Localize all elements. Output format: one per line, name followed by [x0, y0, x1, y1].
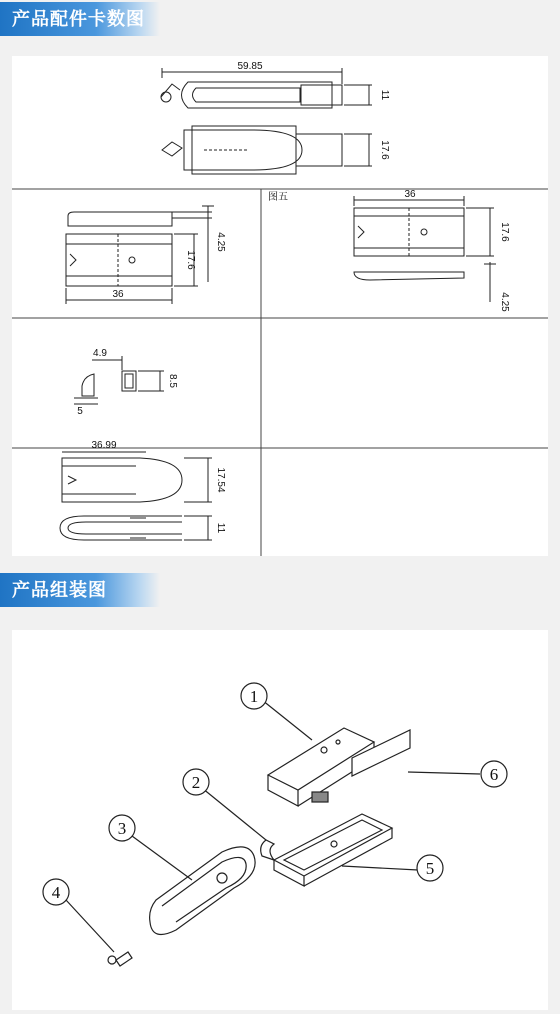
dim-left-width: 17.6 — [185, 250, 196, 270]
dim-hook-base: 5 — [77, 406, 83, 417]
callout-1: 1 — [249, 687, 259, 706]
spec-drawing-panel — [12, 56, 548, 556]
dim-swivel-length: 36.99 — [91, 440, 117, 451]
dim-left-length: 36 — [112, 289, 124, 300]
callout-5: 5 — [425, 859, 435, 878]
spec-section-header: 产品配件卡数图 — [0, 2, 160, 36]
dim-hook-height: 8.5 — [167, 374, 178, 388]
top-side-view — [161, 68, 372, 108]
spec-drawing — [12, 56, 548, 556]
assembly-drawing — [12, 630, 548, 1010]
hook-part-view — [74, 356, 164, 404]
dim-swivel-height: 11 — [215, 522, 226, 534]
dim-swivel-width: 17.54 — [215, 467, 226, 493]
assembly-section-header: 产品组装图 — [0, 573, 160, 607]
callout-3: 3 — [117, 819, 127, 838]
dim-right-thickness: 4.25 — [499, 292, 510, 312]
assembly-part-base — [274, 814, 392, 886]
assembly-part-hook — [108, 952, 132, 966]
base-part-view — [354, 196, 496, 302]
swivel-part-view — [60, 452, 212, 540]
assembly-part-top-cover — [268, 728, 410, 806]
callout-2: 2 — [191, 773, 201, 792]
dim-right-length: 36 — [404, 189, 416, 200]
assembly-drawing-panel — [12, 630, 548, 1010]
view5-title: 图五 — [268, 192, 288, 203]
top-plan-view — [162, 126, 372, 174]
dim-right-width: 17.6 — [499, 222, 510, 242]
dim-top-height: 11 — [379, 89, 390, 101]
dim-top-length: 59.85 — [237, 61, 263, 72]
dim-left-thickness: 4.25 — [215, 232, 226, 252]
callout-4: 4 — [51, 883, 61, 902]
dim-hook-width: 4.9 — [93, 348, 107, 359]
dim-top-width: 17.6 — [379, 140, 390, 160]
assembly-part-joint — [261, 840, 274, 860]
callout-6: 6 — [489, 765, 499, 784]
